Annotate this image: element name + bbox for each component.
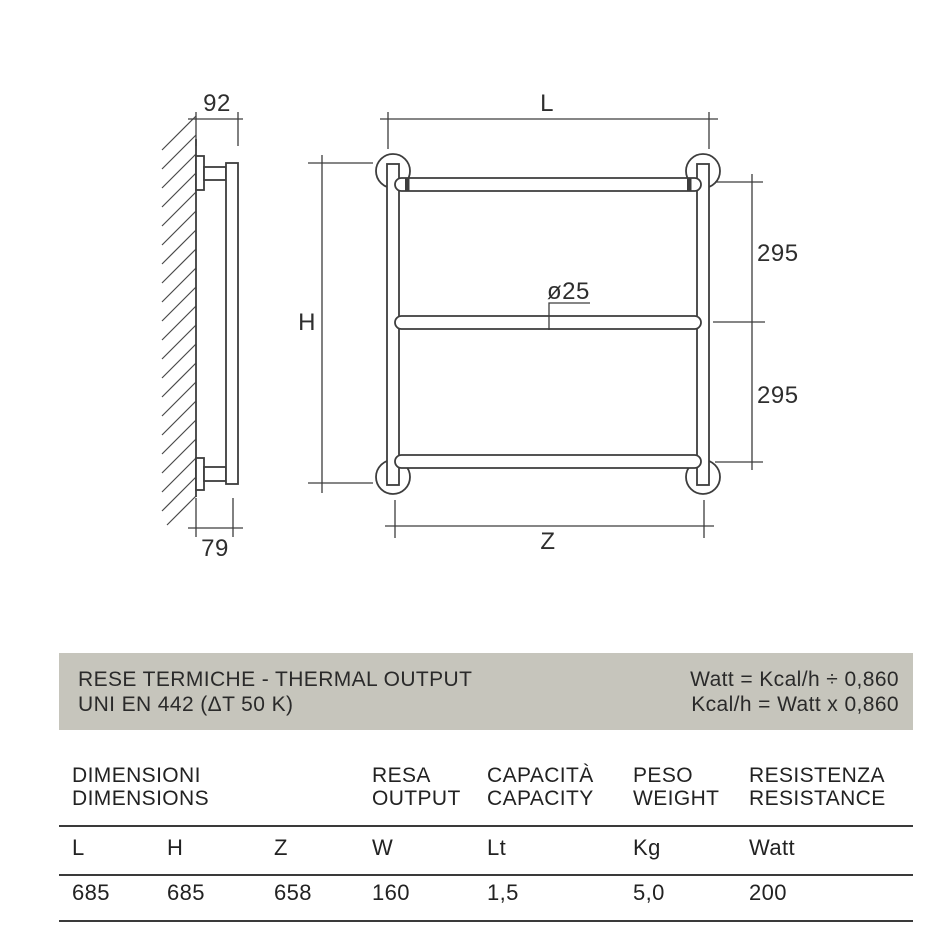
dim-spacing-lower-label: 295	[757, 382, 799, 409]
dim-width-label: L	[540, 90, 554, 117]
thermal-output-band	[59, 653, 913, 730]
dim-height-label: H	[298, 309, 316, 336]
col-Lt: Lt	[487, 835, 507, 860]
thermal-band-title: RESE TERMICHE - THERMAL OUTPUT	[78, 667, 473, 691]
diameter-label: ø25	[547, 278, 590, 305]
group-capacity-it: CAPACITÀ	[487, 764, 594, 787]
thermal-band-formulas	[690, 667, 899, 717]
dim-spacing-upper-label: 295	[757, 240, 799, 267]
dim-lower-width-label: Z	[540, 528, 556, 555]
bracket-top-plate	[196, 156, 204, 190]
value-Kg: 5,0	[633, 880, 665, 905]
side-view-tube	[226, 163, 238, 484]
col-W: W	[372, 835, 394, 860]
value-W: 160	[372, 880, 410, 905]
col-L: L	[72, 835, 85, 860]
value-Z: 658	[274, 880, 312, 905]
bracket-top-arm	[204, 167, 226, 180]
bracket-bottom-plate	[196, 458, 204, 490]
dim-height	[308, 155, 373, 493]
value-L: 685	[72, 880, 110, 905]
bar-bottom	[395, 455, 701, 468]
formula-watt: Watt = Kcal/h ÷ 0,860	[690, 667, 899, 691]
table-rule-bottom	[59, 920, 913, 922]
formula-kcal: Kcal/h = Watt x 0,860	[691, 692, 899, 716]
group-weight-en: WEIGHT	[633, 787, 720, 810]
group-resistance-en: RESISTANCE	[749, 787, 886, 810]
col-Kg: Kg	[633, 835, 661, 860]
col-H: H	[167, 835, 184, 860]
dim-depth-total-label: 92	[203, 90, 231, 117]
table-rule-top	[59, 825, 913, 827]
group-dimensions-it: DIMENSIONI	[72, 764, 201, 787]
bracket-bottom-arm	[204, 467, 226, 481]
weld-tick-right	[687, 178, 692, 191]
group-header-output	[372, 764, 461, 810]
side-view	[162, 90, 243, 562]
col-Z: Z	[274, 835, 288, 860]
group-capacity-en: CAPACITY	[487, 787, 594, 810]
dim-width	[380, 112, 718, 149]
dim-depth-total	[188, 112, 243, 146]
dim-bar-spacing	[713, 174, 765, 470]
dim-depth-bracket-label: 79	[201, 535, 229, 562]
bar-top	[395, 178, 701, 191]
thermal-band-titles	[78, 667, 472, 717]
group-header-capacity	[487, 764, 594, 810]
bar-middle	[395, 316, 701, 329]
value-Watt: 200	[749, 880, 787, 905]
group-output-en: OUTPUT	[372, 787, 461, 810]
wall-hatching	[162, 116, 196, 525]
group-header-resistance	[749, 764, 886, 810]
group-dimensions-en: DIMENSIONS	[72, 787, 210, 810]
table-rule-middle	[59, 874, 913, 876]
group-header-dimensions	[72, 764, 209, 810]
value-H: 685	[167, 880, 205, 905]
thermal-band-norm: UNI EN 442 (ΔT 50 K)	[78, 692, 294, 716]
weld-tick-left	[405, 178, 410, 191]
group-header-weight	[633, 764, 719, 810]
dim-depth-bracket	[188, 498, 243, 537]
value-Lt: 1,5	[487, 880, 519, 905]
col-Watt: Watt	[749, 835, 796, 860]
group-output-it: RESA	[372, 764, 431, 787]
group-weight-it: PESO	[633, 764, 693, 787]
group-resistance-it: RESISTENZA	[749, 764, 885, 787]
front-view	[298, 90, 798, 555]
